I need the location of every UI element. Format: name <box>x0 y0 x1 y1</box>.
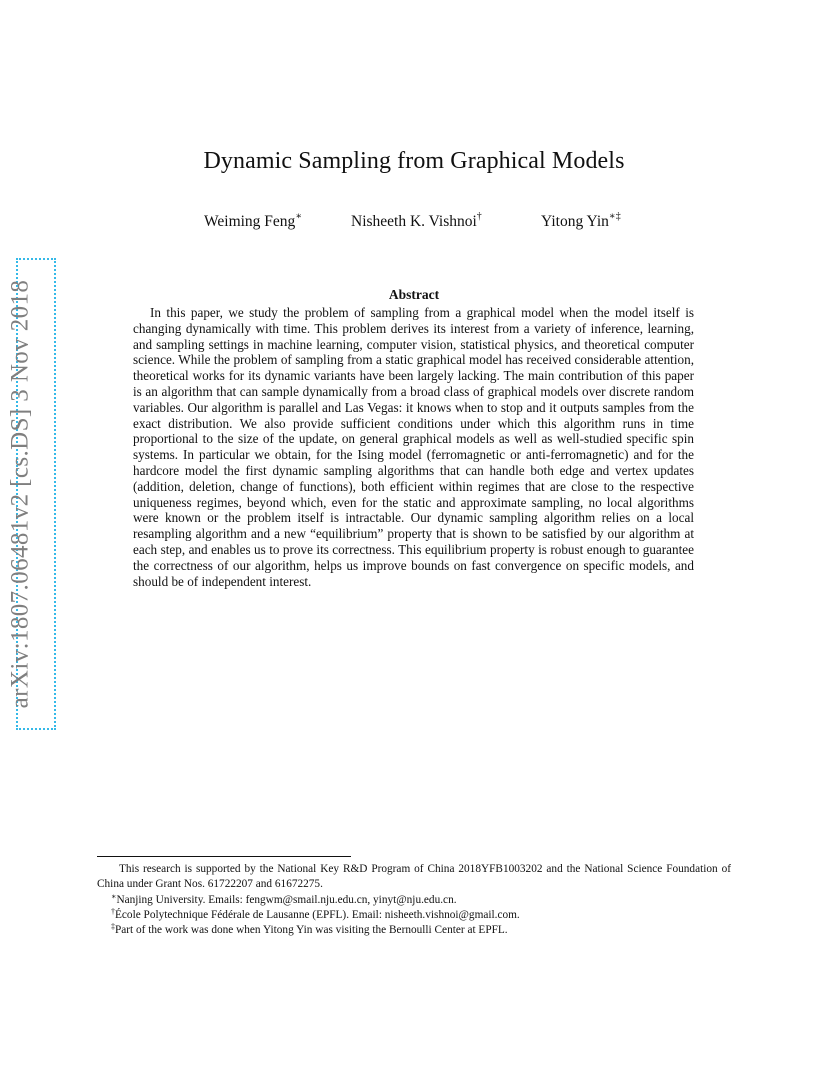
author-affiliation-mark: ∗ <box>295 211 303 222</box>
footnote-text: École Polytechnique Fédérale de Lausanne (EPFL). Email: nisheeth.vishnoi@gmail.com. <box>115 908 520 921</box>
abstract-text: In this paper, we study the problem of sampling from a graphical model when the model itself is changing dynamically with time. This problem derives its interest from a variety of inference, learning, and sampling settings in machine learning, computer vision, statistical physics, and theoretical computer science. While the problem of sampling from a static graphical model has received considerable attention, theoretical works for its dynamic variants have been largely lacking. The main contribution of this paper is an algorithm that can sample dynamically from a broad class of graphical models over discrete random variables. Our algorithm is parallel and Las Vegas: it knows when to stop and it outputs samples from the exact distribution. We also provide sufficient conditions under which this algorithm runs in time proportional to the size of the update, on general graphical models as well as well-studied specific spin systems. In particular we obtain, for the Ising model (ferromagnetic or anti-ferromagnetic) and for the hardcore model the first dynamic sampling algorithms that can handle both edge and vertex updates (addition, deletion, change of functions), both efficient within regimes that are close to the respective uniqueness regimes, beyond which, even for the static and approximate sampling, no local algorithms were known or the problem itself is intractable. Our dynamic sampling algorithm relies on a local resampling algorithm and a new “equilibrium” property that is shown to be satisfied by our algorithm at each step, and enables us to prove its correctness. This equilibrium property is robust enough to guarantee the correctness of our algorithm, helps us improve bounds on fast convergence on specific models, and should be of independent interest. <box>133 305 694 589</box>
footnote-mark: ∗ <box>111 891 117 901</box>
footnote-divider <box>97 856 351 857</box>
author-affiliation-mark: ∗‡ <box>608 211 621 222</box>
funding-footnote: This research is supported by the National Key R&D Program of China 2018YFB1003202 and the National Science Foundation of China under Grant Nos. 61722207 and 61672275. <box>97 863 731 891</box>
paper-title: Dynamic Sampling from Graphical Models <box>203 148 625 174</box>
author-name: Yitong Yin <box>541 213 609 231</box>
author-name: Weiming Feng <box>204 213 296 231</box>
footnotes <box>97 862 731 938</box>
author-yin <box>541 212 621 231</box>
author-vishnoi <box>351 212 482 231</box>
footnote-text: Part of the work was done when Yitong Yin was visiting the Bernoulli Center at EPFL. <box>115 924 508 937</box>
footnote-visit-note <box>97 923 731 938</box>
abstract-heading: Abstract <box>388 287 440 302</box>
arxiv-identifier: arXiv:1807.06481v2 [cs.DS] 3 Nov 2018 <box>6 279 34 709</box>
footnote-affiliation-epfl <box>97 908 731 923</box>
footnote-text: Nanjing University. Emails: fengwm@smail.nju.edu.cn, yinyt@nju.edu.cn. <box>116 893 457 906</box>
footnote-affiliation-nanjing <box>97 893 731 908</box>
footnote-mark: ‡ <box>111 922 115 932</box>
author-name: Nisheeth K. Vishnoi <box>351 213 477 231</box>
footnote-mark: † <box>111 906 115 916</box>
author-affiliation-mark: † <box>476 211 482 222</box>
author-feng <box>204 212 302 231</box>
